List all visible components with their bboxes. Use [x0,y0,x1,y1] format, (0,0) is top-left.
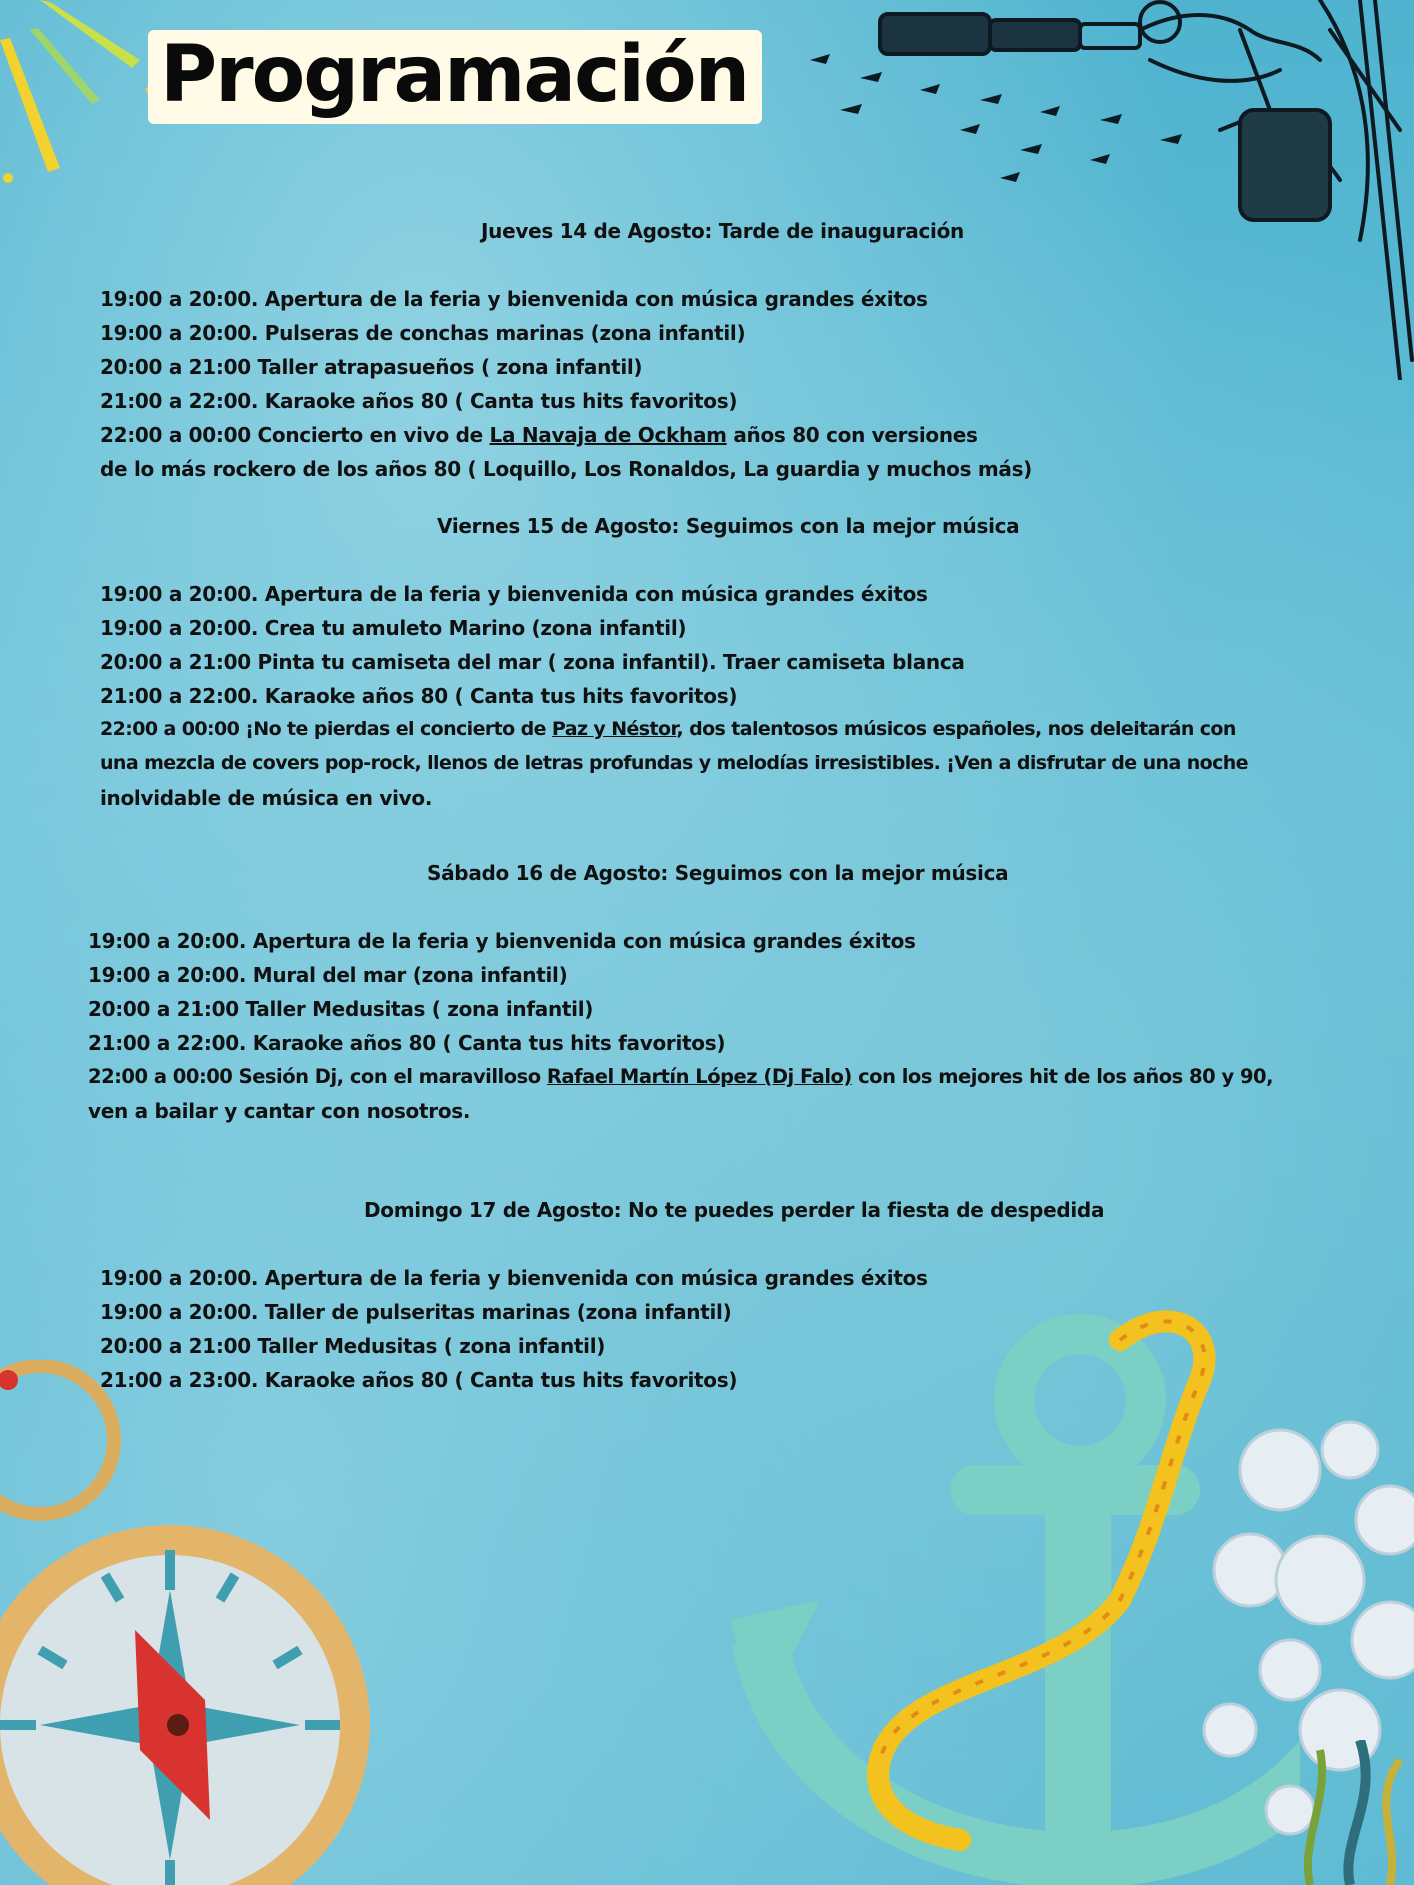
schedule-item: 19:00 a 20:00. Pulseras de conchas marinas (zona infantil) [100,321,746,345]
schedule-item [100,718,1236,740]
schedule-item: 19:00 a 20:00. Taller de pulseritas marinas (zona infantil) [100,1300,732,1324]
seaweed-icon [1290,1740,1414,1885]
page-title: Programación [148,30,762,124]
schedule-item [88,1065,1273,1088]
item-text: 22:00 a 00:00 Concierto en vivo de [100,423,490,447]
schedule-item: 19:00 a 20:00. Apertura de la feria y bienvenida con música grandes éxitos [100,1266,928,1290]
schedule-item-continued: ven a bailar y cantar con nosotros. [88,1099,471,1123]
item-text: con los mejores hit de los años 80 y 90, [851,1065,1274,1088]
schedule-item: 20:00 a 21:00 Pinta tu camiseta del mar ( zona infantil). Traer camiseta blanca [100,650,965,674]
day-heading: Domingo 17 de Agosto: No te puedes perder la fiesta de despedida [364,1198,1105,1222]
performer-link[interactable]: La Navaja de Ockham [489,423,727,447]
day-heading: Viernes 15 de Agosto: Seguimos con la mejor música [437,514,1020,538]
performer-link[interactable]: Paz y Néstor [551,718,677,740]
schedule-item: 19:00 a 20:00. Mural del mar (zona infantil) [88,963,568,987]
schedule-item: 21:00 a 22:00. Karaoke años 80 ( Canta tus hits favoritos) [100,389,738,413]
schedule-item: 20:00 a 21:00 Taller Medusitas ( zona infantil) [88,997,594,1021]
performer-link[interactable]: Rafael Martín López (Dj Falo) [546,1065,852,1088]
day-heading: Jueves 14 de Agosto: Tarde de inauguración [481,219,964,243]
item-text: , dos talentosos músicos españoles, nos deleitarán con [676,718,1236,740]
schedule-item: 20:00 a 21:00 Taller Medusitas ( zona infantil) [100,1334,606,1358]
sparkle-icon [0,0,160,200]
compass-icon [0,1360,380,1885]
item-text: 22:00 a 00:00 ¡No te pierdas el concierto de [100,718,552,740]
schedule-item: 21:00 a 22:00. Karaoke años 80 ( Canta tus hits favoritos) [100,684,738,708]
schedule-item: 20:00 a 21:00 Taller atrapasueños ( zona infantil) [100,355,643,379]
schedule-item [100,423,978,447]
schedule-item: 21:00 a 23:00. Karaoke años 80 ( Canta tus hits favoritos) [100,1368,738,1392]
schedule-item: 19:00 a 20:00. Apertura de la feria y bienvenida con música grandes éxitos [88,929,916,953]
item-text: 22:00 a 00:00 Sesión Dj, con el maravilloso [88,1065,547,1088]
schedule-item: 19:00 a 20:00. Apertura de la feria y bienvenida con música grandes éxitos [100,287,928,311]
schedule-item-continued: de lo más rockero de los años 80 ( Loquillo, Los Ronaldos, La guardia y muchos más) [100,457,1033,481]
item-text: años 80 con versiones [726,423,978,447]
day-heading: Sábado 16 de Agosto: Seguimos con la mejor música [427,861,1009,885]
schedule-item-continued: inolvidable de música en vivo. [100,786,433,810]
schedule-item: 21:00 a 22:00. Karaoke años 80 ( Canta tus hits favoritos) [88,1031,726,1055]
sailor-telescope-illustration [800,0,1414,380]
schedule-item: 19:00 a 20:00. Crea tu amuleto Marino (zona infantil) [100,616,687,640]
schedule-item-continued: una mezcla de covers pop-rock, llenos de letras profundas y melodías irresistibles. ¡Ven a disfrutar de una noche [100,752,1248,774]
schedule-item: 19:00 a 20:00. Apertura de la feria y bienvenida con música grandes éxitos [100,582,928,606]
